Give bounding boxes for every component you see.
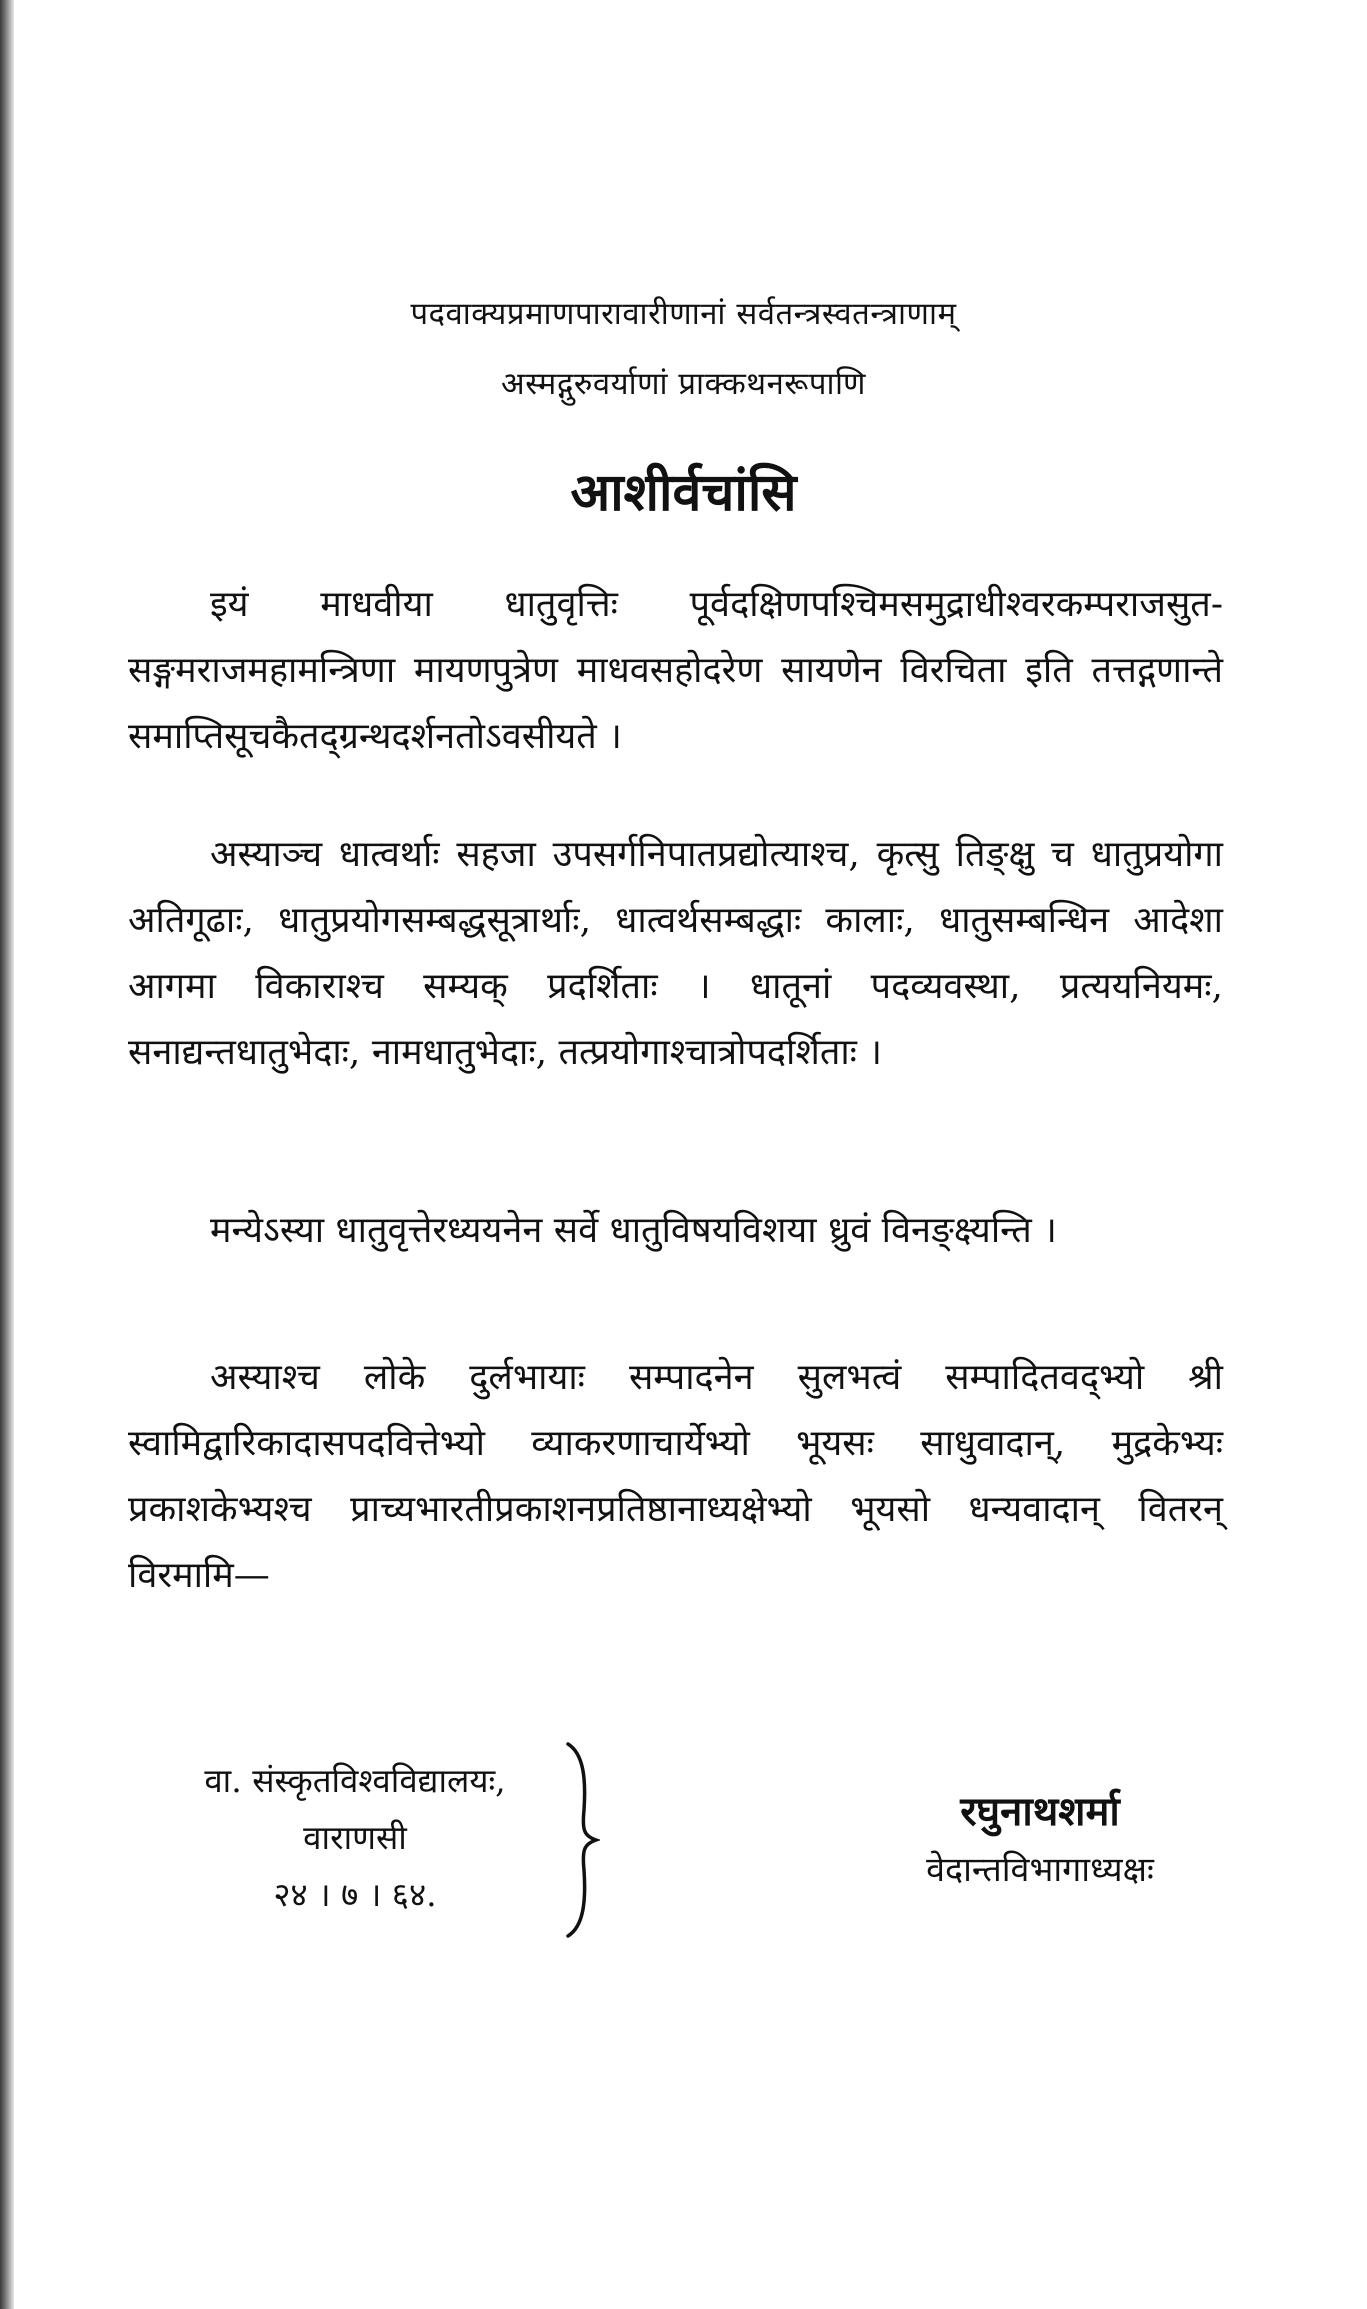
paragraph-2: अस्याञ्च धात्वर्थाः सहजा उपसर्गनिपातप्रद्योत्याश्च, कृत्सु तिङ्क्षु च धातुप्रयोगा अतिगूढाः, धातुप्रयोगसम्बद्धसूत्रार्थाः, धात्वर्थसम्बद्धाः कालाः, धातुसम्बन्धिन आदेशा आगमा विकाराश्च सम्यक् प्रदर्शिताः । धातूनां पदव्यवस्था, प्रत्ययनियमः, सनाद्यन्तधातुभेदाः, नामधातुभेदाः, तत्प्रयोगाश्चात्रोपदर्शिताः ।	[128, 834, 1223, 1073]
paragraph-3: मन्येऽस्या धातुवृत्तेरध्ययनेन सर्वे धातुविषयविशया ध्रुवं विनङ्क्ष्यन्ति ।	[210, 1210, 1057, 1251]
signature-place-line-1: वा. संस्कृतविश्वविद्यालयः,	[204, 1761, 506, 1800]
signatory-name: रघुनाथशर्मा	[960, 1788, 1120, 1835]
signature-block	[820, 1782, 1260, 1898]
paragraph-4: अस्याश्च लोके दुर्लभायाः सम्पादनेन सुलभत्वं सम्पादितवद्भ्यो श्री स्वामिद्वारिकादासपदवित्तेभ्यो व्याकरणाचार्येभ्यो भूयसः साधुवादान्, मुद्रकेभ्यः प्रकाशकेभ्यश्च प्राच्यभारतीप्रकाशनप्रतिष्ठानाध्यक्षेभ्यो भूयसो धन्यवादान् वितरन् विरमामि—	[128, 1357, 1223, 1596]
curly-brace-icon	[560, 1740, 600, 1940]
header-line-1: पदवाक्यप्रमाणपारावारीणानां सर्वतन्त्रस्वतन्त्राणाम्	[410, 296, 957, 332]
signatory-role: वेदान्तविभागाध्यक्षः	[926, 1850, 1154, 1890]
paragraph-1: इयं माधवीया धातुवृत्तिः पूर्वदक्षिणपश्चिमसमुद्राधीश्वरकम्पराजसुत-सङ्गमराजमहामन्त्रिणा मायणपुत्रेण माधवसहोदरेण सायणेन विरचिता इति तत्तद्गणान्ते समाप्तिसूचकैतद्ग्रन्थदर्शनतोऽवसीयते ।	[128, 584, 1223, 757]
header-line-2: अस्मद्गुरुवर्याणां प्राक्कथनरूपाणि	[501, 366, 866, 402]
page-title: आशीर्वचांसि	[570, 462, 797, 523]
signature-place-line-2: वाराणसी	[303, 1818, 407, 1857]
signature-date: २४ । ७ । ६४.	[273, 1875, 437, 1914]
signature-place-date	[120, 1752, 590, 1923]
